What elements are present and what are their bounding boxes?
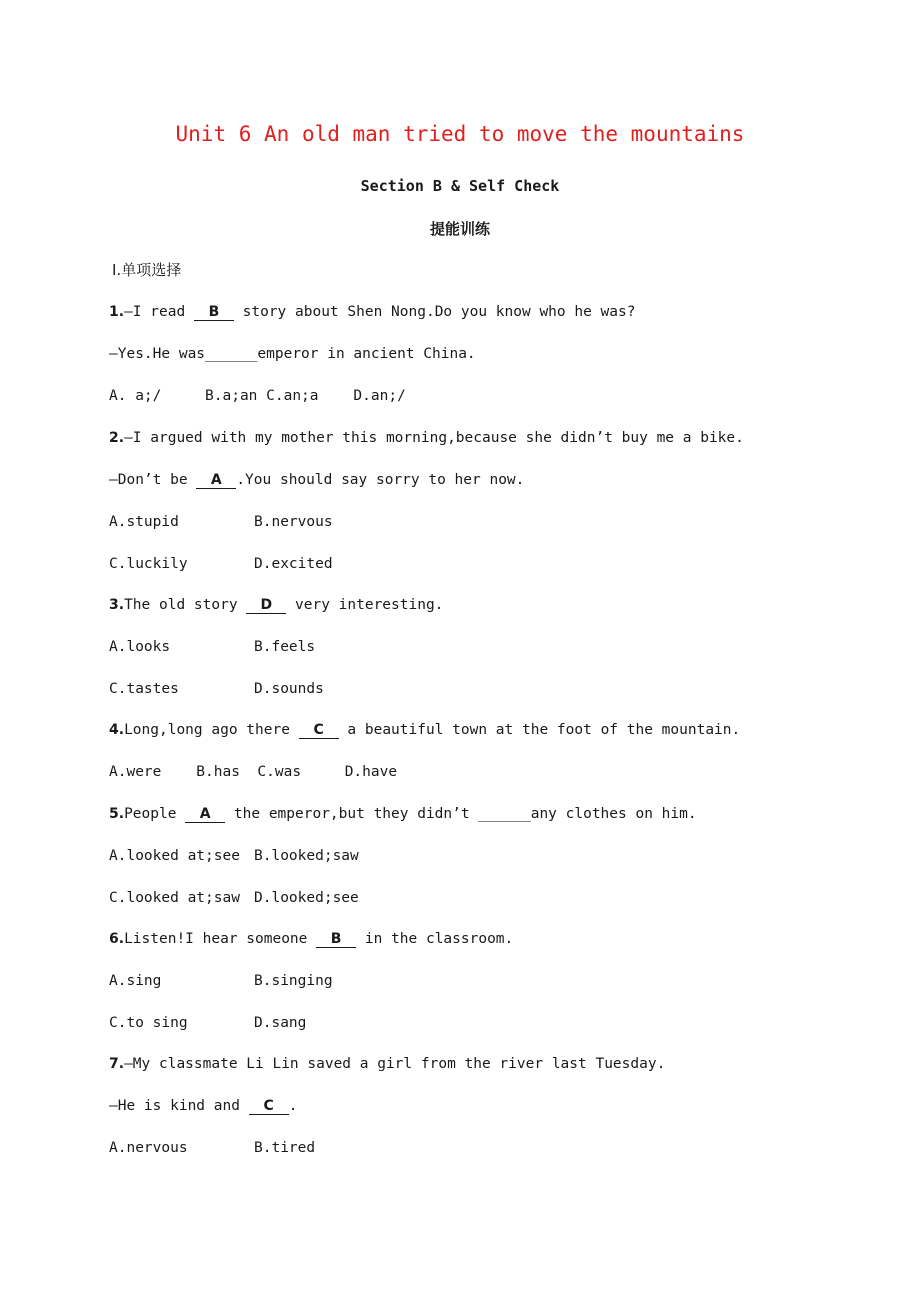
question-number: 6. (109, 931, 125, 947)
question-text: —My classmate Li Lin saved a girl from the river last Tuesday. (124, 1056, 666, 1072)
option-a: A.stupid (109, 514, 179, 530)
question-number: 2. (109, 430, 125, 446)
question-number: 7. (109, 1056, 125, 1072)
question-4-options: A.were B.has C.was D.have (109, 764, 398, 780)
question-text: People (124, 806, 186, 822)
question-number: 3. (109, 597, 125, 613)
question-1 (109, 302, 635, 322)
answer-blank: B (194, 304, 234, 321)
question-text: .You should say sorry to her now. (236, 472, 525, 488)
option-a: A.nervous (109, 1140, 188, 1156)
question-text: a beautiful town at the foot of the mountain. (338, 722, 741, 738)
exercise-subtitle: 提能训练 (429, 220, 490, 238)
question-number: 1. (109, 304, 125, 320)
question-text: —I read (124, 304, 194, 320)
question-2-line2 (109, 470, 524, 490)
option-b: B.feels (254, 639, 316, 655)
question-1-line2: —Yes.He was______emperor in ancient China. (109, 346, 476, 362)
answer-blank: C (299, 722, 339, 739)
option-b: B.singing (254, 973, 333, 989)
question-4 (109, 720, 740, 740)
option-d: D.sang (254, 1015, 307, 1031)
question-text: —He is kind and (109, 1098, 249, 1114)
answer-blank: C (249, 1098, 289, 1115)
question-5 (109, 804, 697, 824)
option-c: C.luckily (109, 556, 188, 572)
question-number: 5. (109, 806, 125, 822)
question-6 (109, 929, 513, 949)
option-c: C.tastes (109, 681, 179, 697)
answer-blank: D (246, 597, 286, 614)
option-d: D.sounds (254, 681, 324, 697)
answer-blank: B (316, 931, 356, 948)
question-2 (109, 428, 744, 448)
option-b: B.looked;saw (254, 848, 359, 864)
option-d: D.excited (254, 556, 333, 572)
question-text: —I argued with my mother this morning,because she didn’t buy me a bike. (124, 430, 744, 446)
question-text: The old story (124, 597, 247, 613)
question-1-options: A. a;/ B.a;an C.an;a D.an;/ (109, 388, 406, 404)
option-c: C.looked at;saw (109, 890, 240, 906)
question-text: story about Shen Nong.Do you know who he was? (233, 304, 636, 320)
question-7 (109, 1054, 665, 1074)
question-text: Long,long ago there (124, 722, 299, 738)
question-text: in the classroom. (356, 931, 514, 947)
option-b: B.tired (254, 1140, 316, 1156)
answer-blank: A (185, 806, 225, 823)
option-a: A.sing (109, 973, 162, 989)
page-title: Unit 6 An old man tried to move the mountains (175, 122, 745, 146)
part-heading: Ⅰ.单项选择 (112, 261, 182, 279)
option-a: A.looks (109, 639, 171, 655)
option-d: D.looked;see (254, 890, 359, 906)
question-text: very interesting. (286, 597, 444, 613)
option-a: A.looked at;see (109, 848, 240, 864)
question-text: Listen!I hear someone (124, 931, 317, 947)
option-c: C.to sing (109, 1015, 188, 1031)
question-text: —Don’t be (109, 472, 197, 488)
answer-blank: A (196, 472, 236, 489)
option-b: B.nervous (254, 514, 333, 530)
question-text: the emperor,but they didn’t ______any clothes on him. (225, 806, 697, 822)
question-text: . (288, 1098, 298, 1114)
section-title: Section B & Self Check (360, 177, 560, 195)
question-number: 4. (109, 722, 125, 738)
question-3 (109, 595, 443, 615)
question-7-line2 (109, 1096, 297, 1116)
